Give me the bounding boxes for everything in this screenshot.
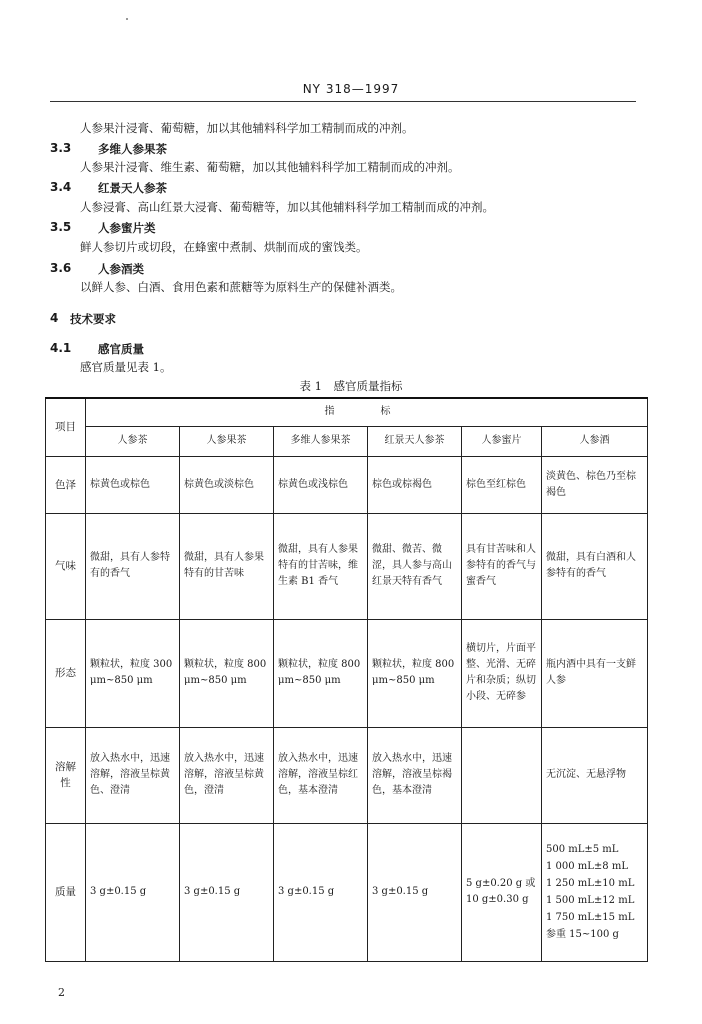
section-4-1-body: 感官质量见表 1。	[80, 360, 172, 374]
table-cell: 颗粒状，粒度 800 μm~850 μm	[368, 619, 462, 727]
table-cell: 放入热水中，迅速溶解，溶液呈棕黄色，澄清	[180, 727, 274, 823]
column-header: 人参酒	[542, 426, 648, 456]
table-cell: 3 g±0.15 g	[180, 823, 274, 961]
section-4-number: 4	[50, 311, 59, 325]
row-label: 色泽	[46, 456, 86, 513]
table-cell: 微甜，具有人参果特有的甘苦味	[180, 513, 274, 619]
table-cell: 具有甘苦味和人参特有的香气与蜜香气	[462, 513, 542, 619]
row-header-label: 项目	[46, 398, 86, 456]
section-3-6-number: 3.6	[50, 261, 72, 275]
table-cell: 棕色至红棕色	[462, 456, 542, 513]
table-cell: 淡黄色、棕色乃至棕褐色	[542, 456, 648, 513]
header-rule	[50, 101, 636, 102]
table-cell: 横切片，片面平整、光滑、无碎片和杂质；纵切小段、无碎参	[462, 619, 542, 727]
section-3-4-body: 人参浸膏、高山红景大浸膏、葡萄糖等，加以其他辅料科学加工精制而成的冲剂。	[80, 200, 494, 214]
table-caption: 表 1 感官质量指标	[299, 379, 403, 393]
page-number: 2	[58, 986, 65, 999]
column-header: 人参蜜片	[462, 426, 542, 456]
section-4-1-number: 4.1	[50, 341, 72, 355]
section-3-5-number: 3.5	[50, 220, 72, 234]
wine-volume-line: 参重 15~100 g	[546, 929, 619, 940]
table-cell: 棕黄色或淡棕色	[180, 456, 274, 513]
table-cell: 微甜、微苦、微涩，具人参与高山红景天特有香气	[368, 513, 462, 619]
table-cell: 微甜，具有白酒和人参特有的香气	[542, 513, 648, 619]
continued-paragraph: 人参果汁浸膏、葡萄糖，加以其他辅料科学加工精制而成的冲剂。	[80, 121, 414, 135]
column-header: 人参茶	[86, 426, 180, 456]
section-4-title: 技术要求	[70, 312, 116, 326]
section-3-6-body: 以鲜人参、白酒、食用色素和蔗糖等为原料生产的保健补酒类。	[80, 280, 402, 294]
section-3-6-title: 人参酒类	[98, 262, 144, 276]
table-cell: 放入热水中，迅速溶解，溶液呈棕黄色、澄清	[86, 727, 180, 823]
row-label: 溶解性	[46, 727, 86, 823]
group-header: 指 标	[86, 398, 648, 426]
table-header-row-1	[46, 398, 648, 426]
table-cell: 无沉淀、无悬浮物	[542, 727, 648, 823]
scan-speck	[126, 18, 128, 20]
table-cell: 3 g±0.15 g	[368, 823, 462, 961]
table-row	[46, 823, 648, 961]
standard-code-header: NY 318—1997	[302, 82, 400, 96]
sensory-quality-table	[45, 397, 648, 962]
section-3-4-number: 3.4	[50, 180, 72, 194]
wine-volume-line: 1 000 mL±8 mL	[546, 861, 628, 872]
table-cell: 棕黄色或棕色	[86, 456, 180, 513]
section-3-3-title: 多维人参果茶	[98, 142, 167, 156]
table-cell: 颗粒状，粒度 300 μm~850 μm	[86, 619, 180, 727]
wine-volume-line: 1 250 mL±10 mL	[546, 878, 635, 889]
table-cell: 微甜，具有人参特有的香气	[86, 513, 180, 619]
section-3-5-title: 人参蜜片类	[98, 221, 156, 235]
wine-volume-line: 1 500 mL±12 mL	[546, 895, 635, 906]
row-label: 质量	[46, 823, 86, 961]
column-header: 多维人参果茶	[274, 426, 368, 456]
table-cell: 棕黄色或浅棕色	[274, 456, 368, 513]
table-cell	[462, 727, 542, 823]
table-cell: 瓶内酒中具有一支鲜人参	[542, 619, 648, 727]
table-row	[46, 456, 648, 513]
column-header: 红景天人参茶	[368, 426, 462, 456]
table-header-row-2	[46, 426, 648, 456]
table-cell: 放入热水中，迅速溶解，溶液呈棕褐色，基本澄清	[368, 727, 462, 823]
table-row	[46, 727, 648, 823]
section-3-3-number: 3.3	[50, 141, 72, 155]
table-cell: 3 g±0.15 g	[86, 823, 180, 961]
table-cell: 颗粒状，粒度 800 μm~850 μm	[180, 619, 274, 727]
table-cell: 棕色或棕褐色	[368, 456, 462, 513]
table-cell-wine-volume	[542, 823, 648, 961]
row-label: 气味	[46, 513, 86, 619]
section-3-4-title: 红景天人参茶	[98, 181, 167, 195]
table-row	[46, 513, 648, 619]
table-row	[46, 619, 648, 727]
table-cell: 3 g±0.15 g	[274, 823, 368, 961]
section-3-3-body: 人参果汁浸膏、维生素、葡萄糖，加以其他辅料科学加工精制而成的冲剂。	[80, 160, 460, 174]
wine-volume-line: 500 mL±5 mL	[546, 844, 619, 855]
table-cell: 微甜，具有人参果特有的甘苦味，维生素 B1 香气	[274, 513, 368, 619]
section-3-5-body: 鲜人参切片或切段，在蜂蜜中煮制、烘制而成的蜜饯类。	[80, 240, 368, 254]
row-label: 形态	[46, 619, 86, 727]
section-4-1-title: 感官质量	[98, 342, 144, 356]
column-header: 人参果茶	[180, 426, 274, 456]
wine-volume-line: 1 750 mL±15 mL	[546, 912, 635, 923]
table-cell: 放入热水中，迅速溶解，溶液呈棕红色，基本澄清	[274, 727, 368, 823]
table-cell: 颗粒状，粒度 800 μm~850 μm	[274, 619, 368, 727]
table-cell: 5 g±0.20 g 或 10 g±0.30 g	[462, 823, 542, 961]
